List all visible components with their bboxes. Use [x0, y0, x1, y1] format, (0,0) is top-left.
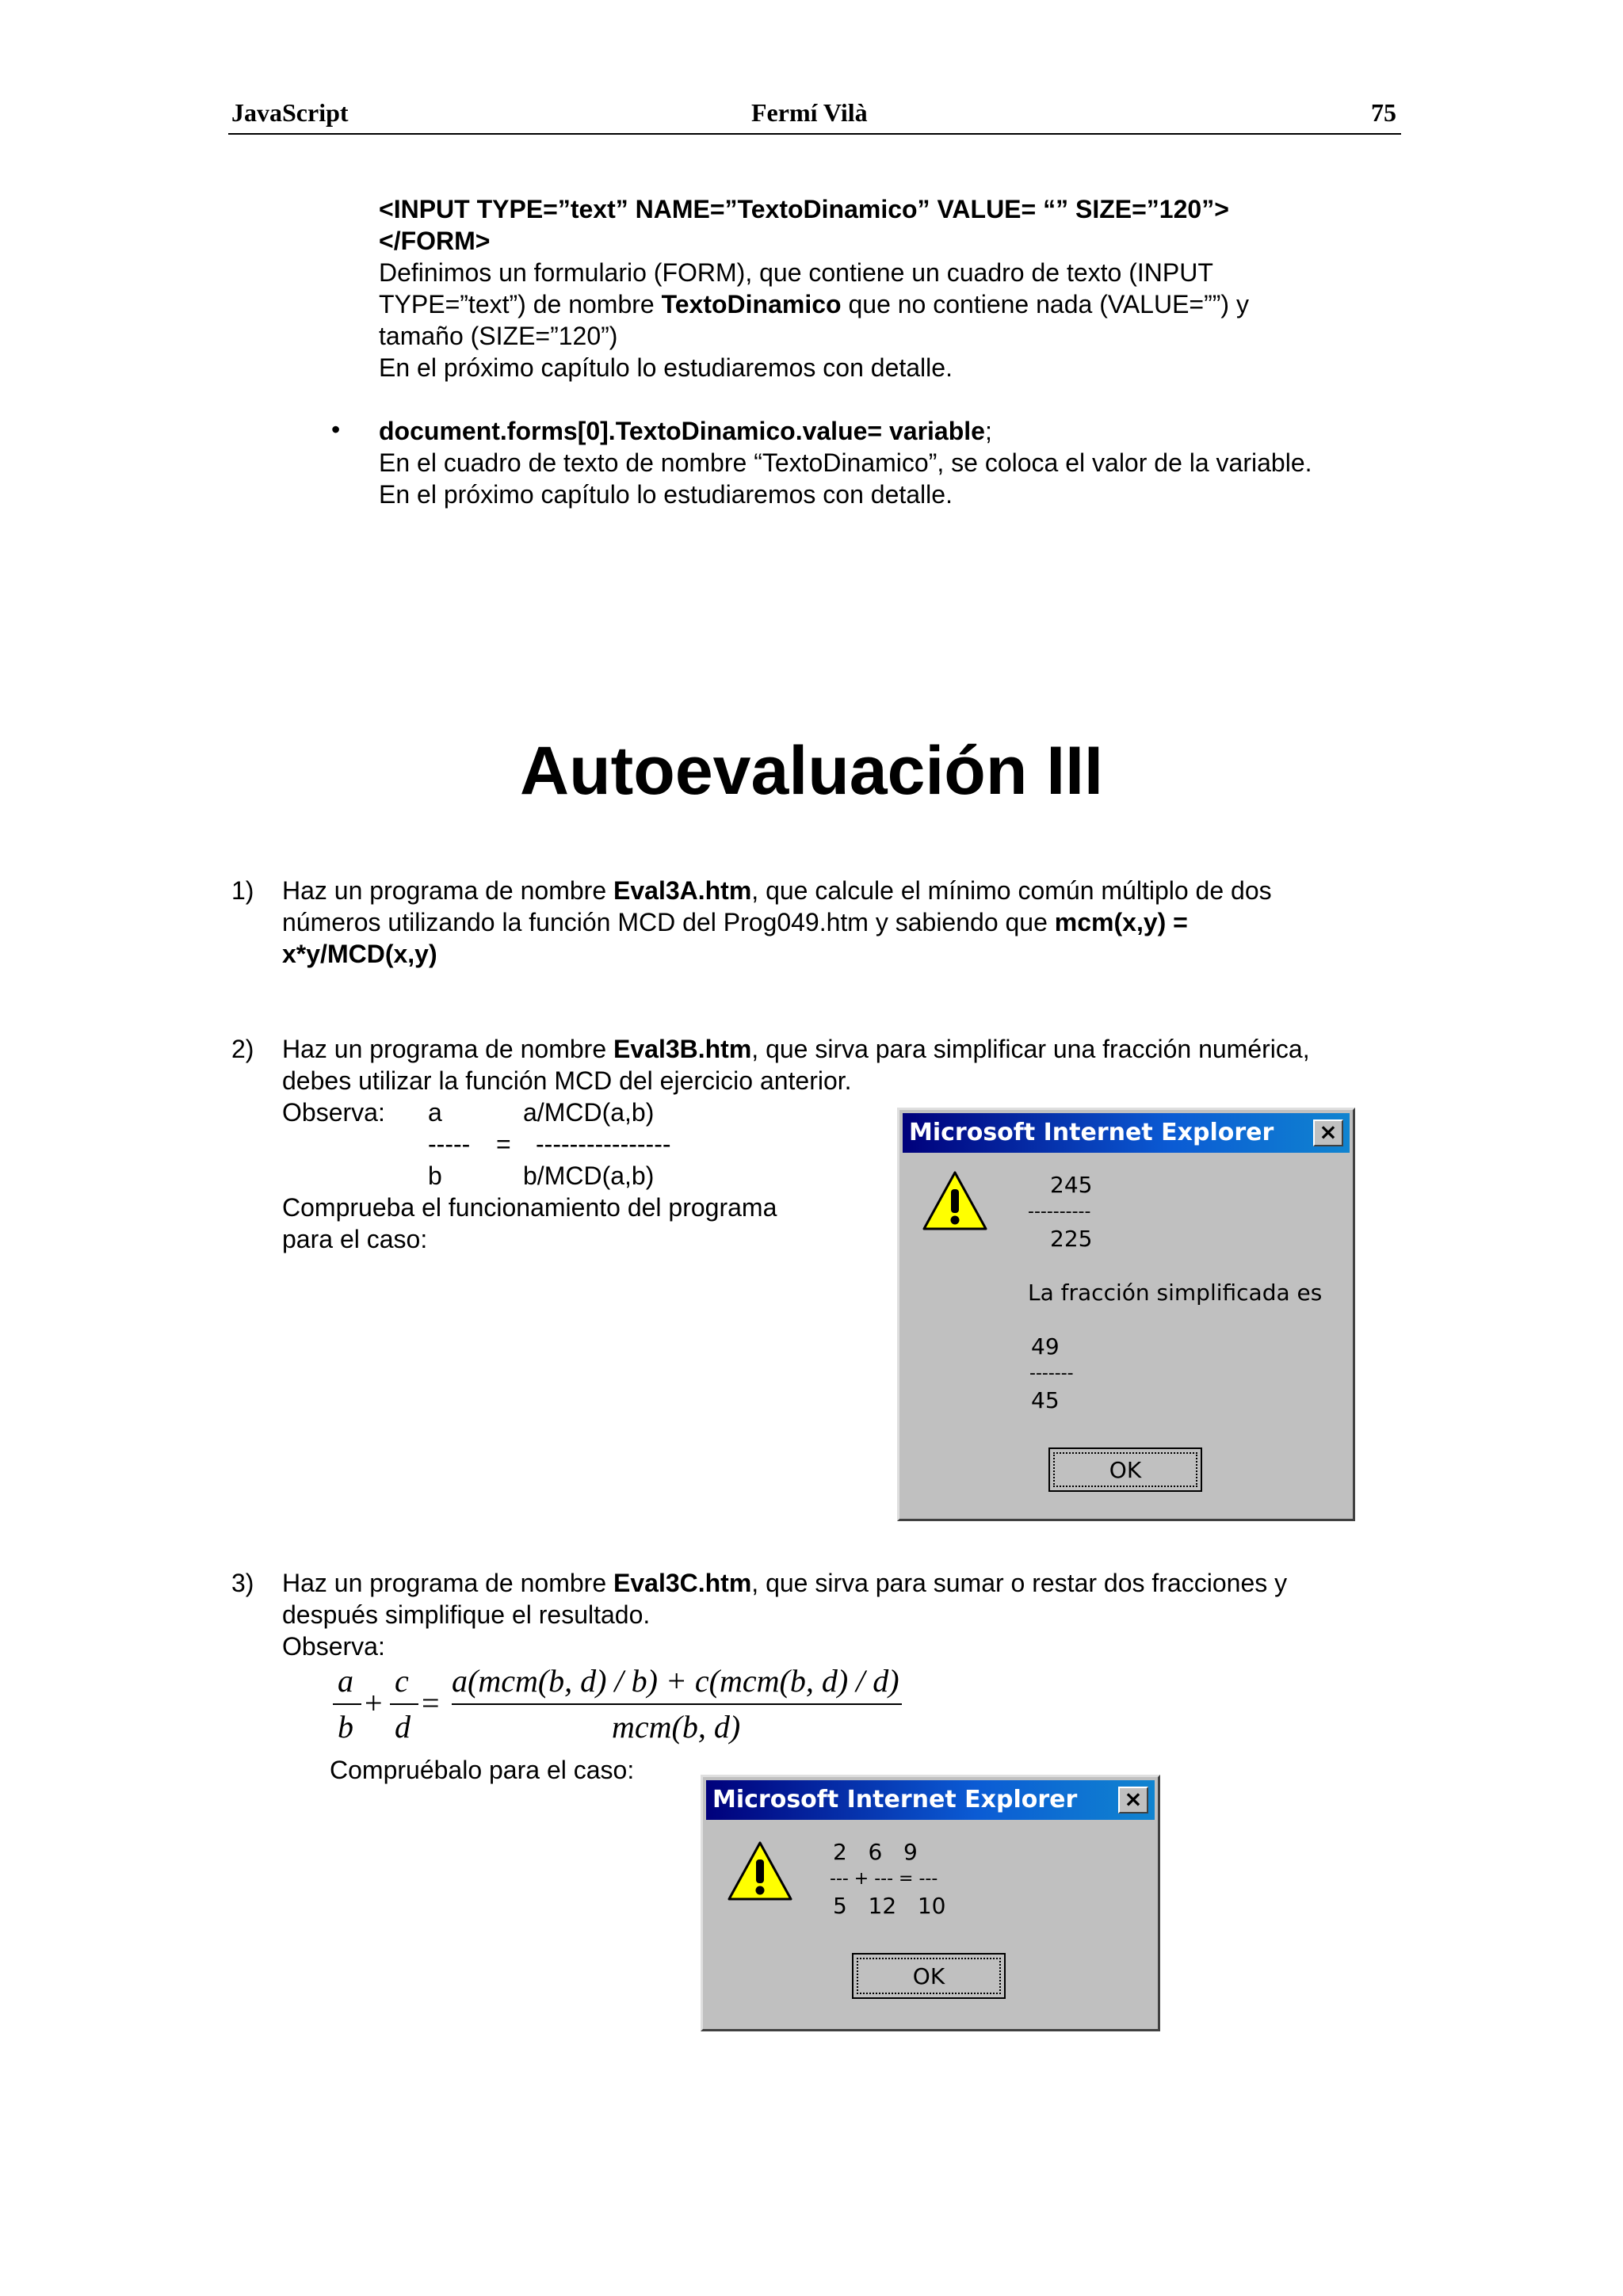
- code-line-form: </FORM>: [379, 227, 491, 255]
- question-line: Comprueba el funcionamiento del programa: [282, 1193, 777, 1222]
- header-rule: [228, 133, 1401, 135]
- close-button[interactable]: [1118, 1787, 1148, 1814]
- paragraph-line: En el cuadro de texto de nombre “TextoDinamico”, se coloca el valor de la variable.: [379, 448, 1312, 477]
- dialog-line: 5 12 10: [833, 1893, 946, 1919]
- obs-eq: =: [496, 1130, 511, 1158]
- formula-numerator: a(mcm(b, d) / b) + c(mcm(b, d) / d): [452, 1663, 899, 1699]
- paragraph-line: tamaño (SIZE=”120”): [379, 322, 618, 350]
- formula-d: d: [395, 1709, 411, 1745]
- ok-button[interactable]: [852, 1953, 1006, 1999]
- dialog-line: ----------: [1028, 1202, 1091, 1222]
- alert-dialog: [897, 1108, 1355, 1521]
- question-line: Haz un programa de nombre Eval3A.htm, que calcule el mínimo común múltiplo de dos: [282, 876, 1272, 905]
- obs-dash: ----------------: [536, 1130, 671, 1158]
- formula-a: a: [338, 1663, 353, 1699]
- question-line: Compruébalo para el caso:: [330, 1756, 635, 1784]
- observa-label: Observa:: [282, 1098, 385, 1127]
- paragraph-line: TYPE=”text”) de nombre TextoDinamico que no contiene nada (VALUE=””) y: [379, 290, 1249, 318]
- paragraph-line: En el próximo capítulo lo estudiaremos con detalle.: [379, 353, 953, 382]
- formula-c: c: [395, 1663, 409, 1699]
- paragraph-line: Definimos un formulario (FORM), que contiene un cuadro de texto (INPUT: [379, 258, 1213, 287]
- bullet-code-line: document.forms[0].TextoDinamico.value= variable;: [379, 417, 992, 445]
- close-icon: ×: [1124, 1786, 1143, 1812]
- bullet-icon: •: [331, 415, 341, 444]
- fraction-bar: [333, 1703, 361, 1705]
- question-line: x*y/MCD(x,y): [282, 940, 437, 968]
- obs-a: a: [428, 1098, 442, 1127]
- question-line: después simplifique el resultado.: [282, 1600, 651, 1629]
- observa-label: Observa:: [282, 1632, 385, 1661]
- ok-button[interactable]: [1048, 1447, 1202, 1492]
- page-number: 75: [1371, 98, 1396, 127]
- dialog-line: -------: [1029, 1363, 1074, 1383]
- close-icon: ×: [1319, 1119, 1338, 1145]
- formula: [333, 1662, 903, 1749]
- dialog-line: --- + --- = ---: [830, 1869, 938, 1889]
- obs-a-mcd: a/MCD(a,b): [523, 1098, 655, 1127]
- question-line: Haz un programa de nombre Eval3B.htm, que sirva para simplificar una fracción numérica,: [282, 1035, 1310, 1063]
- formula-plus: +: [365, 1685, 383, 1721]
- question-number: 1): [231, 876, 254, 905]
- dialog-line: 2 6 9: [833, 1839, 918, 1865]
- paragraph-line: En el próximo capítulo lo estudiaremos con detalle.: [379, 480, 953, 509]
- fraction-bar: [390, 1703, 418, 1705]
- question-line: Haz un programa de nombre Eval3C.htm, que sirva para sumar o restar dos fracciones y: [282, 1569, 1288, 1597]
- question-line: debes utilizar la función MCD del ejercicio anterior.: [282, 1066, 852, 1095]
- dialog-message: La fracción simplificada es: [1028, 1280, 1323, 1306]
- dialog-line: 49: [1031, 1333, 1060, 1360]
- obs-b-mcd: b/MCD(a,b): [523, 1161, 655, 1190]
- formula-eq: =: [422, 1685, 440, 1721]
- ok-label: OK: [1109, 1456, 1142, 1483]
- warning-icon: [922, 1170, 988, 1232]
- ok-label: OK: [912, 1962, 945, 1989]
- obs-b: b: [428, 1161, 442, 1190]
- obs-dash: -----: [428, 1130, 471, 1158]
- header-center: Fermí Vilà: [751, 98, 868, 127]
- dialog-title: Microsoft Internet Explorer: [712, 1786, 1078, 1814]
- question-number: 3): [231, 1569, 254, 1597]
- dialog-titlebar: [706, 1780, 1155, 1820]
- dialog-titlebar: [903, 1113, 1350, 1153]
- formula-b: b: [338, 1709, 353, 1745]
- section-title: Autoevaluación III: [520, 733, 1103, 809]
- question-line: números utilizando la función MCD del Prog049.htm y sabiendo que mcm(x,y) =: [282, 908, 1188, 936]
- question-number: 2): [231, 1035, 254, 1063]
- alert-dialog: [701, 1775, 1160, 2031]
- close-button[interactable]: [1313, 1119, 1343, 1146]
- question-line: para el caso:: [282, 1225, 428, 1253]
- dialog-line: 245: [1050, 1172, 1093, 1198]
- fraction-bar: [452, 1703, 902, 1705]
- dialog-title: Microsoft Internet Explorer: [909, 1119, 1274, 1146]
- dialog-line: 225: [1050, 1226, 1093, 1252]
- code-line-input: <INPUT TYPE=”text” NAME=”TextoDinamico” VALUE= “” SIZE=”120”>: [379, 195, 1229, 223]
- warning-icon: [727, 1840, 793, 1902]
- dialog-line: 45: [1031, 1387, 1060, 1413]
- formula-denominator: mcm(b, d): [612, 1709, 741, 1745]
- header-left: JavaScript: [231, 98, 349, 127]
